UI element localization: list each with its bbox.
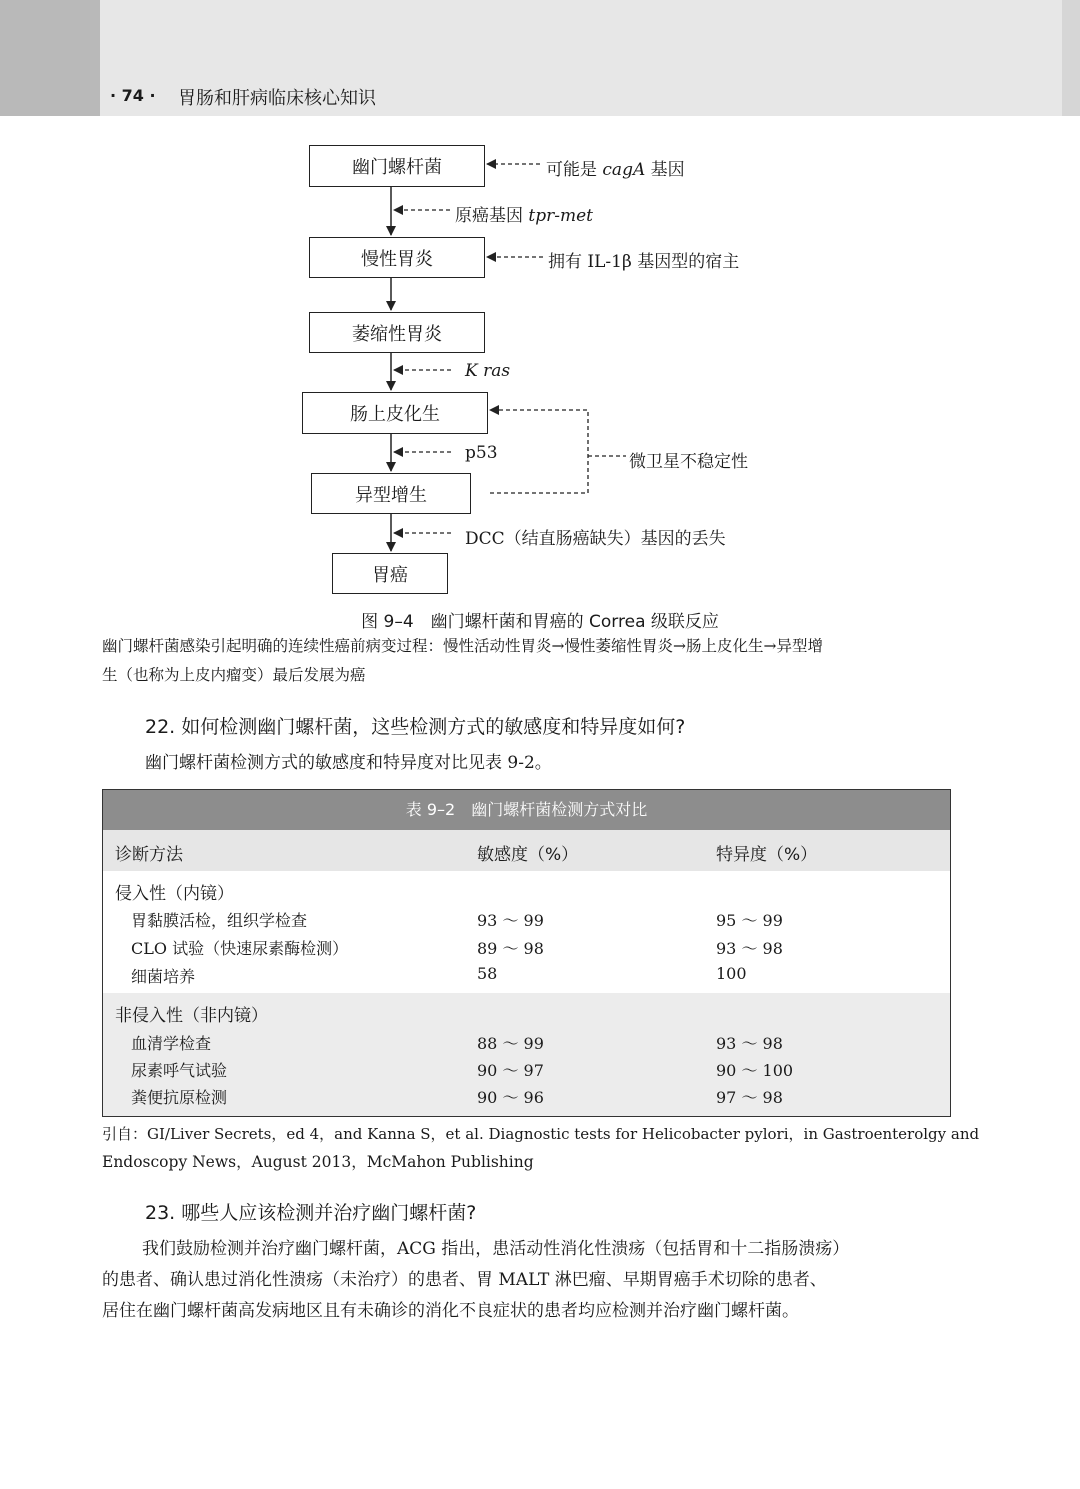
table-source xyxy=(102,1120,980,1176)
q22-text: 幽门螺杆菌检测方式的敏感度和特异度对比见表 9-2。 xyxy=(145,753,552,773)
figure-description xyxy=(102,632,954,690)
flowchart-connectors xyxy=(0,0,1080,610)
figure-caption: 图 9–4 幽门螺杆菌和胃癌的 Correa 级联反应 xyxy=(361,612,719,632)
table-row xyxy=(103,1028,950,1056)
box-dysplasia: 异型增生 xyxy=(311,473,471,514)
group-invasive xyxy=(103,871,950,993)
box-gastric-cancer: 胃癌 xyxy=(332,553,448,594)
table-row xyxy=(103,1082,950,1110)
cell-specificity: 90 ～ 100 xyxy=(716,1061,794,1080)
table-row xyxy=(103,1055,950,1083)
cell-sensitivity: 58 xyxy=(477,964,498,983)
running-title: 胃肠和肝病临床核心知识 xyxy=(178,88,376,109)
box-intestinal-metaplasia: 肠上皮化生 xyxy=(302,392,488,434)
header-specificity: 特异度（%） xyxy=(716,845,818,865)
factor-il1b: 拥有 IL-1β 基因型的宿主 xyxy=(548,252,740,272)
cell-sensitivity: 89 ～ 98 xyxy=(477,939,544,958)
dash-msi-bracket xyxy=(490,410,588,493)
factor-p53: p53 xyxy=(465,443,498,463)
factor-microsatellite: 微卫星不稳定性 xyxy=(629,452,748,472)
cell-specificity: 93 ～ 98 xyxy=(716,939,783,958)
cell-method: 尿素呼气试验 xyxy=(131,1061,228,1080)
q23-line-3: 居住在幽门螺杆菌高发病地区且有未确诊的消化不良症状的患者均应检测并治疗幽门螺杆菌。 xyxy=(102,1301,799,1321)
cell-specificity: 93 ～ 98 xyxy=(716,1034,783,1053)
factor-kras: K ras xyxy=(465,361,511,381)
cell-method: 血清学检查 xyxy=(131,1034,212,1053)
header-method: 诊断方法 xyxy=(115,845,183,865)
box-chronic-gastritis: 慢性胃炎 xyxy=(309,237,485,278)
comparison-table xyxy=(102,789,951,1117)
group-label: 侵入性（内镜） xyxy=(115,884,234,904)
page-number: · 74 · xyxy=(110,86,156,105)
q23-heading: 23. 哪些人应该检测并治疗幽门螺杆菌? xyxy=(145,1202,477,1224)
cell-specificity: 95 ～ 99 xyxy=(716,911,783,930)
q23-body xyxy=(102,1234,954,1327)
cell-sensitivity: 88 ～ 99 xyxy=(477,1034,544,1053)
table-source-line-2: Endoscopy News，August 2013，McMahon Publishing xyxy=(102,1153,534,1171)
table-row xyxy=(103,961,950,989)
box-h-pylori: 幽门螺杆菌 xyxy=(309,145,485,187)
box-atrophic-gastritis: 萎缩性胃炎 xyxy=(309,312,485,353)
cell-specificity: 97 ～ 98 xyxy=(716,1088,783,1107)
factor-caga: 可能是 cagA 基因 xyxy=(546,160,685,180)
cell-sensitivity: 93 ～ 99 xyxy=(477,911,544,930)
group-noninvasive xyxy=(103,993,950,1116)
figure-description-line-1: 幽门螺杆菌感染引起明确的连续性癌前病变过程：慢性活动性胃炎→慢性萎缩性胃炎→肠上皮化生→异型增 xyxy=(102,637,823,655)
header-sensitivity: 敏感度（%） xyxy=(477,845,579,865)
q23-line-2: 的患者、确认患过消化性溃疡（未治疗）的患者、胃 MALT 淋巴瘤、早期胃癌手术切除的患者、 xyxy=(102,1270,827,1290)
table-row xyxy=(103,905,950,933)
q23-line-1: 我们鼓励检测并治疗幽门螺杆菌，ACG 指出，患活动性消化性溃疡（包括胃和十二指肠溃疡） xyxy=(142,1239,850,1259)
cell-specificity: 100 xyxy=(716,964,747,983)
cell-method: CLO 试验（快速尿素酶检测） xyxy=(131,939,349,958)
cell-method: 细菌培养 xyxy=(131,967,196,986)
q22-heading: 22. 如何检测幽门螺杆菌，这些检测方式的敏感度和特异度如何? xyxy=(145,716,686,738)
group-label: 非侵入性（非内镜） xyxy=(115,1006,268,1026)
factor-tpr-met: 原癌基因 tpr-met xyxy=(455,206,594,226)
figure-description-line-2: 生（也称为上皮内瘤变）最后发展为癌 xyxy=(102,666,366,684)
factor-dcc: DCC（结直肠癌缺失）基因的丢失 xyxy=(465,529,726,549)
cell-method: 胃黏膜活检，组织学检查 xyxy=(131,911,308,930)
table-source-line-1: 引自：GI/Liver Secrets，ed 4，and Kanna S，et al. Diagnostic tests for Helicobacter pylori，in Gastroenterolgy and xyxy=(102,1125,980,1143)
table-row xyxy=(103,933,950,961)
cell-sensitivity: 90 ～ 97 xyxy=(477,1061,544,1080)
cell-method: 粪便抗原检测 xyxy=(131,1088,228,1107)
cell-sensitivity: 90 ～ 96 xyxy=(477,1088,544,1107)
table-title: 表 9–2 幽门螺杆菌检测方式对比 xyxy=(103,790,950,830)
table-header-row xyxy=(103,830,950,871)
